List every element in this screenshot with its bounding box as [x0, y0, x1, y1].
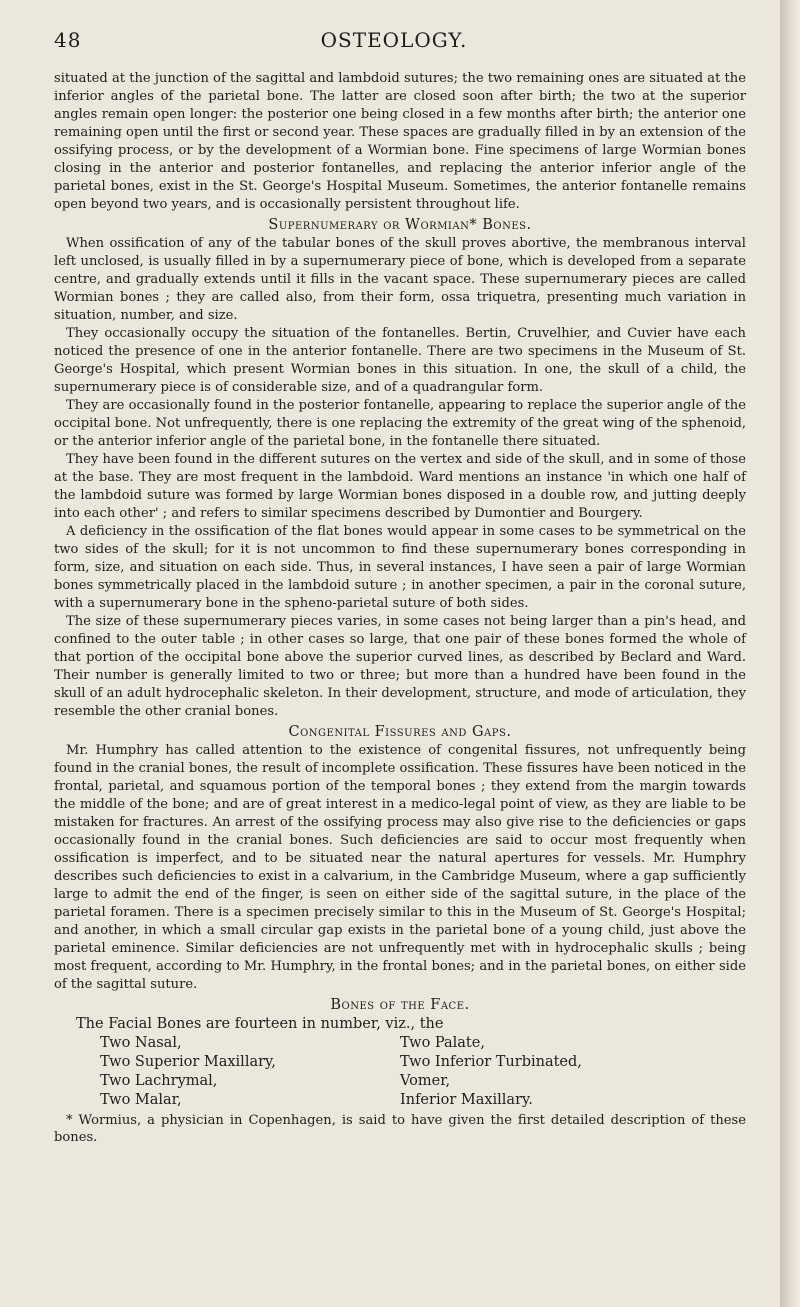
- list-item: Two Malar,: [100, 1092, 182, 1108]
- list-item: Vomer,: [400, 1073, 451, 1089]
- running-title: OSTEOLOGY.: [320, 28, 468, 52]
- list-item: Two Inferior Turbinated,: [400, 1054, 582, 1070]
- list-item: Two Lachrymal,: [100, 1073, 218, 1089]
- page-header: [54, 28, 734, 54]
- list-item: Two Superior Maxillary,: [100, 1054, 276, 1070]
- section-heading-fissures: Congenital Fissures and Gaps.: [288, 724, 512, 740]
- paragraph: A deficiency in the ossification of the flat bones would appear in some cases to be symmetrical on the two sides of the skull; for it is not uncommon to find these supernumerary bones corresponding in form, size, and situation on each side. Thus, in several instances, I have seen a pair of large Wormian bones symmetrically placed in the lambdoid suture ; in another specimen, a pair in the coronal suture, with a supernumerary bone in the spheno-parietal suture of both sides.: [54, 524, 746, 611]
- section-heading-face: Bones of the Face.: [330, 997, 470, 1013]
- paragraph: When ossification of any of the tabular bones of the skull proves abortive, the membranous interval left unclosed, is usually filled in by a supernumerary piece of bone, which is developed from a separate centre, and gradually extends until it fills in the vacant space. These supernumerary pieces are called Wormian bones ; they are called also, from their form, ossa triquetra, presenting much variation in situation, number, and size.: [54, 236, 746, 323]
- paragraph: They are occasionally found in the posterior fontanelle, appearing to replace the superior angle of the occipital bone. Not unfrequently, there is one replacing the extremity of the great wing of the sphenoid, or the anterior inferior angle of the parietal bone, in the fontanelle there situated.: [54, 398, 746, 449]
- list-item: Two Nasal,: [100, 1035, 182, 1051]
- footnote: * Wormius, a physician in Copenhagen, is said to have given the first detailed description of these bones.: [54, 1113, 746, 1145]
- continued-paragraph: situated at the junction of the sagittal and lambdoid sutures; the two remaining ones are situated at the inferior angles of the parietal bone. The latter are closed soon after birth; the two at the superior angles remain open longer: the posterior one being closed in a few months after birth; the anterior one remaining open until the first or second year. These spaces are gradually filled in by an extension of the ossifying process, or by the development of a Wormian bone. Fine specimens of large Wormian bones closing in the anterior and posterior fontanelles, and replacing the anterior inferior angle of the parietal bones, exist in the St. George's Hospital Museum. Sometimes, the anterior fontanelle remains open beyond two years, and is occasionally persistent throughout life.: [54, 71, 746, 212]
- paragraph: They occasionally occupy the situation of the fontanelles. Bertin, Cruvelhier, and Cuvier have each noticed the presence of one in the anterior fontanelle. There are two specimens in the Museum of St. George's Hospital, which present Wormian bones in this situation. In one, the skull of a child, the supernumerary piece is of considerable size, and of a quadrangular form.: [54, 326, 746, 395]
- page-number: 48: [54, 28, 82, 52]
- facial-bones-intro: The Facial Bones are fourteen in number, viz., the: [76, 1016, 444, 1032]
- list-item: Inferior Maxillary.: [400, 1092, 533, 1108]
- paragraph: The size of these supernumerary pieces varies, in some cases not being larger than a pin's head, and confined to the outer table ; in other cases so large, that one pair of these bones formed the whole of that portion of the occipital bone above the superior curved lines, as described by Beclard and Ward. Their number is generally limited to two or three; but more than a hundred have been found in the skull of an adult hydrocephalic skeleton. In their development, structure, and mode of articulation, they resemble the other cranial bones.: [54, 614, 746, 719]
- section-heading-wormian: Supernumerary or Wormian* Bones.: [268, 217, 532, 233]
- page-body: [54, 70, 746, 1146]
- page-edge: [780, 0, 800, 1307]
- list-item: Two Palate,: [400, 1035, 485, 1051]
- paragraph: Mr. Humphry has called attention to the existence of congenital fissures, not unfrequently being found in the cranial bones, the result of incomplete ossification. These fissures have been noticed in the frontal, parietal, and squamous portion of the temporal bones ; they extend from the margin towards the middle of the bone; and are of great interest in a medico-legal point of view, as they are liable to be mistaken for fractures. An arrest of the ossifying process may also give rise to the deficiencies or gaps occasionally found in the cranial bones. Such deficiencies are said to occur most frequently when ossification is imperfect, and to be situated near the natural apertures for vessels. Mr. Humphry describes such deficiencies to exist in a calvarium, in the Cambridge Museum, where a gap sufficiently large to admit the end of the finger, is seen on either side of the sagittal suture, in the place of the parietal foramen. There is a specimen precisely similar to this in the Museum of St. George's Hospital; and another, in which a small circular gap exists in the parietal bone of a young child, just above the parietal eminence. Similar deficiencies are not unfrequently met with in hydrocephalic skulls ; being most frequent, according to Mr. Humphry, in the frontal bones; and in the parietal bones, on either side of the sagittal suture.: [54, 743, 746, 992]
- paragraph: They have been found in the different sutures on the vertex and side of the skull, and in some of those at the base. They are most frequent in the lambdoid. Ward mentions an instance 'in which one half of the lambdoid suture was formed by large Wormian bones disposed in a double row, and jutting deeply into each other' ; and refers to similar specimens described by Dumontier and Bourgery.: [54, 452, 746, 521]
- facial-bones-list: [100, 1034, 746, 1110]
